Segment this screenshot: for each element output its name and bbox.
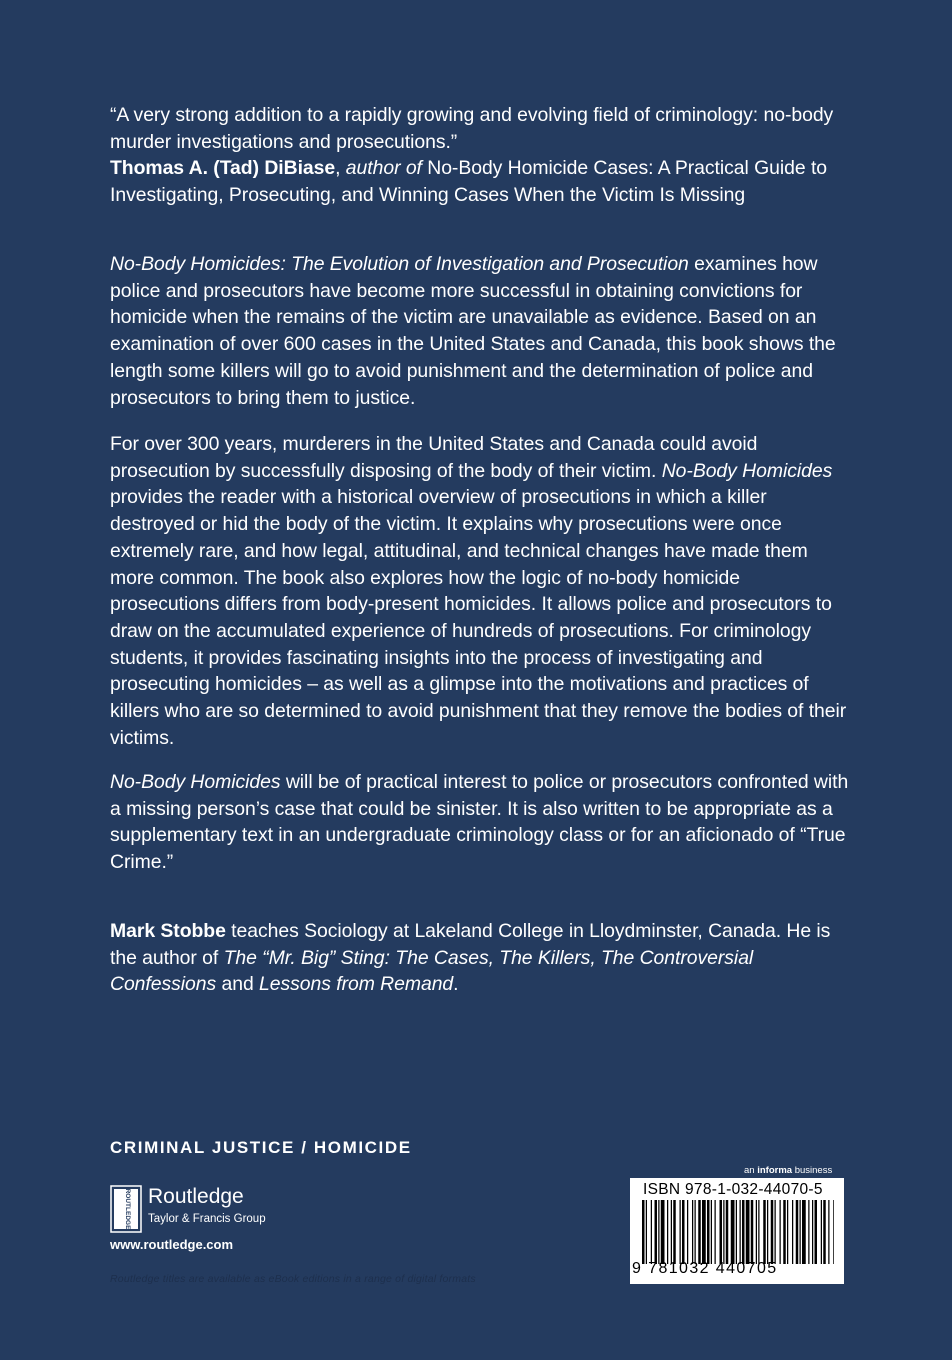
barcode-bar: [726, 1200, 729, 1264]
barcode-bar: [707, 1200, 710, 1264]
description-p3-text: will be of practical interest to police or prosecutors confronted with a missing person’s case that could be sinister. It is also written to be appropriate as a supplementary text in an undergraduate criminology class or for an aficionado of “True Crime.”: [110, 771, 849, 874]
barcode-bar: [673, 1200, 676, 1264]
barcode-bar: [833, 1200, 834, 1264]
publisher-url[interactable]: www.routledge.com: [110, 1237, 234, 1252]
barcode-bar: [682, 1200, 685, 1264]
barcode-bar: [740, 1200, 741, 1264]
description-p2-start: For over 300 years, murderers in the United States and Canada could avoid prosecution by successfully disposing of the body of their victim.: [110, 433, 758, 482]
isbn-label: ISBN 978-1-032-44070-5: [643, 1181, 823, 1198]
informa-brand: informa: [757, 1165, 793, 1176]
barcode-bar: [742, 1200, 745, 1264]
barcode-bar: [780, 1200, 781, 1264]
barcode-bar: [695, 1200, 696, 1264]
barcode-bar: [655, 1200, 658, 1264]
author-bio-and: and: [221, 973, 254, 996]
informa-business-tag: [744, 1165, 832, 1176]
barcode-bar: [715, 1200, 716, 1264]
barcode-bar: [646, 1200, 647, 1264]
barcode-bar: [698, 1200, 701, 1264]
barcode-bar: [692, 1200, 693, 1264]
quote-text: “A very strong addition to a rapidly growing and evolving field of criminology: no-body murder investigations and prosecutions.”: [110, 104, 834, 153]
informa-suffix: business: [794, 1165, 833, 1176]
barcode-bar: [812, 1200, 813, 1264]
book-title: No-Body Homicides: The Evolution of Investigation and Prosecution: [110, 253, 689, 275]
subject-category: CRIMINAL JUSTICE / HOMICIDE: [110, 1138, 412, 1157]
author-book-2: Lessons from Remand: [259, 973, 454, 996]
barcode-bar: [800, 1200, 801, 1264]
barcode-bar: [642, 1200, 645, 1264]
barcode-bar: [763, 1200, 766, 1264]
barcode-bar: [661, 1200, 665, 1264]
barcode-bar: [720, 1200, 723, 1264]
barcode-bar: [711, 1200, 712, 1264]
barcode-bar: [796, 1200, 799, 1264]
barcode-bar: [783, 1200, 786, 1264]
author-bio-end: .: [453, 973, 459, 996]
barcode-bar: [687, 1200, 688, 1264]
barcode-bar: [731, 1200, 735, 1264]
barcode-bar: [821, 1200, 822, 1264]
description-paragraph-3: [110, 769, 850, 876]
barcode-bar: [792, 1200, 793, 1264]
barcode-bar: [723, 1200, 724, 1264]
barcode-bar: [658, 1200, 659, 1264]
barcode-bar: [651, 1200, 652, 1264]
barcode-bar: [736, 1200, 737, 1264]
isbn-barcode: [630, 1178, 844, 1284]
description-p3-title: No-Body Homicides: [110, 771, 281, 793]
barcode-icon: [642, 1200, 834, 1264]
barcode-bar: [815, 1200, 818, 1264]
barcode-bar: [751, 1200, 754, 1264]
publisher-block: [110, 1183, 410, 1263]
author-name: Mark Stobbe: [110, 920, 226, 942]
barcode-bar: [787, 1200, 788, 1264]
barcode-bar: [771, 1200, 774, 1264]
quote-author-name: Thomas A. (Tad) DiBiase: [110, 157, 336, 180]
description-p2-title: No-Body Homicides: [661, 459, 833, 482]
quote-author-role: author of: [345, 157, 422, 180]
isbn-digits: 9 781032 440705: [632, 1260, 778, 1277]
publisher-group: Taylor & Francis Group: [148, 1213, 266, 1225]
author-book-1: The “Mr. Big” Sting: The Cases, The Killers, The Controversial Confessions: [110, 946, 754, 996]
quote-author-work: No-Body Homicide Cases: A Practical Guide to Investigating, Prosecuting, and Winning Cases When the Victim Is Missing: [110, 157, 828, 207]
barcode-bar: [680, 1200, 681, 1264]
barcode-bar: [767, 1200, 768, 1264]
barcode-bar: [667, 1200, 668, 1264]
barcode-bar: [808, 1200, 809, 1264]
barcode-bar: [775, 1200, 776, 1264]
description-p1-text: examines how police and prosecutors have become more successful in obtaining convictions for homicide when the remains of the victim are unavailable as evidence. Based on an examination of over 600 cases in the United States and Canada, this book shows the length some killers will go to avoid punishment and the determination of police and prosecutors to bring them to justice.: [110, 253, 836, 409]
routledge-logo-text: ROUTLEDGE: [124, 1188, 131, 1230]
publisher-name: Routledge: [148, 1185, 244, 1208]
informa-prefix: an: [744, 1165, 755, 1176]
barcode-bar: [746, 1200, 750, 1264]
barcode-bar: [671, 1200, 672, 1264]
ebook-note: Routledge titles are available as eBook editions in a range of digital formats: [110, 1273, 476, 1285]
description-paragraph-1: [110, 251, 850, 411]
author-bio-text: teaches Sociology at Lakeland College in Lloydminster, Canada. He is the author of: [110, 920, 831, 969]
barcode-bar: [802, 1200, 806, 1264]
description-p2-text: provides the reader with a historical overview of prosecutions in which a killer destroyed or hid the body of the victim. It explains why prosecutions were once extremely rare, and how legal, attitudinal, and technical changes have made them more common. The book also explores how the logic of no-body homicide prosecutions differs from body-present homicides. It allows police and prosecutors to draw on the accumulated experience of hundreds of prosecutions. For criminology students, it provides fascinating insights into the process of investigating and prosecuting homicides – as well as a glimpse into the motivations and practices of killers who are so determined to avoid punishment that they remove the bodies of their victims.: [110, 486, 847, 749]
description-paragraph-2: [110, 431, 850, 751]
routledge-logo-icon: [110, 1185, 142, 1233]
endorsement-quote: “A very strong addition to a rapidly growing and evolving field of criminology: no-body murder investigations and prosecutions.” Thomas A. (Tad) DiBiase, author of No-Body Homicide Cases: A Practical Guide to Investigating, Prosecuting, and Winning Cases When the Victim Is Missing: [110, 104, 834, 207]
barcode-bar: [758, 1200, 759, 1264]
barcode-bar: [702, 1200, 706, 1264]
author-bio: [110, 918, 850, 998]
barcode-bar: [823, 1200, 826, 1264]
barcode-bar: [756, 1200, 757, 1264]
barcode-bar: [828, 1200, 829, 1264]
